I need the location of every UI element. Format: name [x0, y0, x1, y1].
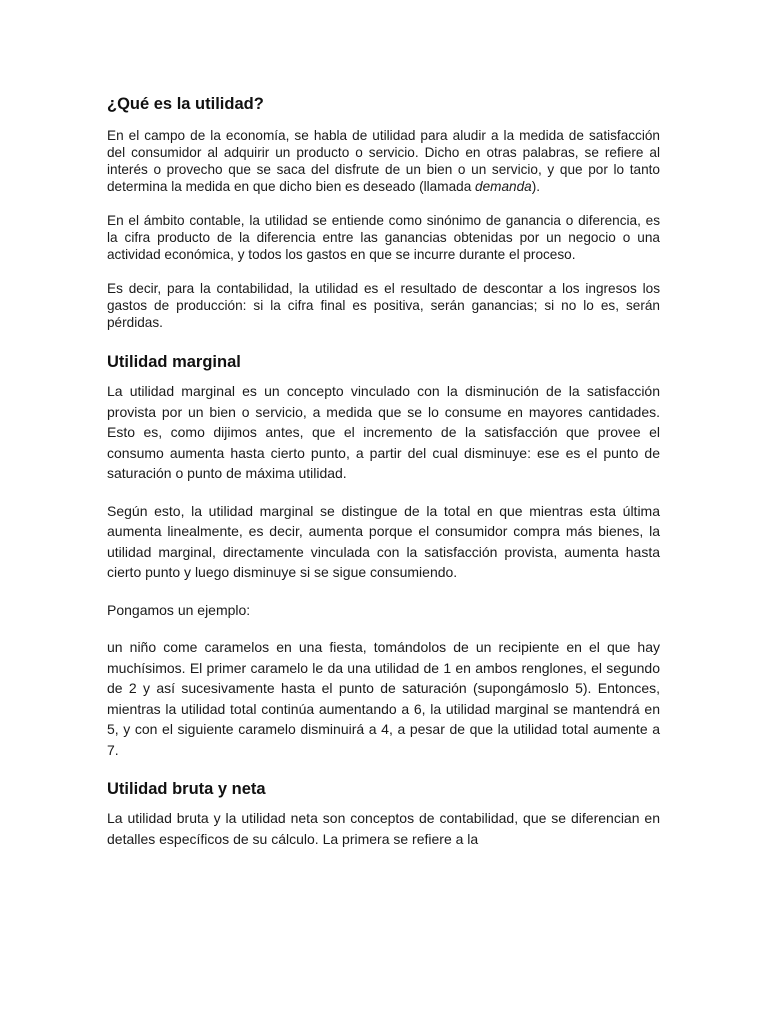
paragraph-utilidad-bruta-neta: La utilidad bruta y la utilidad neta son conceptos de contabilidad, que se diferencian en detalles específicos de su cálculo. La primera se refiere a la — [107, 810, 660, 847]
heading-utilidad-bruta-y-neta: Utilidad bruta y neta — [107, 780, 266, 798]
section-utilidad-bruta-neta — [107, 778, 660, 849]
paragraph-definicion-text: En el campo de la economía, se habla de utilidad para aludir a la medida de satisfacción del consumidor al adquirir un producto o servicio. Dicho en otras palabras, se refiere al interés o provecho que se saca del disfrute de un bien o un servicio, y que por lo tanto determina la medida en que dicho bien es deseado (llamada — [107, 128, 660, 194]
paragraph-utilidad-marginal-concepto: La utilidad marginal es un concepto vinculado con la disminución de la satisfacción provista por un bien o servicio, a medida que se lo consume en mayores cantidades. Esto es, como dijimos antes, que el incremento de la satisfacción que provee el consumo aumenta hasta cierto punto, a partir del cual disminuye: ese es el punto de saturación o punto de máxima utilidad. — [107, 383, 660, 481]
paragraph-pongamos-ejemplo: Pongamos un ejemplo: — [107, 601, 251, 618]
heading-utilidad-marginal: Utilidad marginal — [107, 353, 241, 371]
paragraph-es-decir: Es decir, para la contabilidad, la utilidad es el resultado de descontar a los ingresos los gastos de producción: si la cifra final es positiva, serán ganancias; si no lo es, serán pérdidas. — [107, 281, 660, 330]
section-utilidad-marginal — [107, 351, 660, 760]
document-page — [107, 88, 660, 849]
term-demanda: demanda — [475, 179, 532, 194]
heading-que-es-la-utilidad: ¿Qué es la utilidad? — [107, 95, 264, 113]
paragraph-definicion-end: ). — [531, 179, 541, 194]
paragraph-definicion — [107, 127, 660, 195]
paragraph-segun-esto: Según esto, la utilidad marginal se distingue de la total en que mientras esta última aumenta linealmente, es decir, aumenta porque el consumidor compra más bienes, la utilidad marginal, directamente vinculada con la satisfacción provista, aumenta hasta cierto punto y luego disminuye si se sigue consumiendo. — [107, 502, 660, 580]
section-que-es-utilidad — [107, 93, 660, 331]
paragraph-ejemplo-caramelos: un niño come caramelos en una fiesta, tomándolos de un recipiente en el que hay muchísimos. El primer caramelo le da una utilidad de 1 en ambos renglones, el segundo de 2 y así sucesivamente hasta el punto de saturación (supongámoslo 5). Entonces, mientras la utilidad total continúa aumentando a 6, la utilidad marginal se mantendrá en 5, y con el siguiente caramelo disminuirá a 4, a pesar de que la utilidad total aumente a 7. — [107, 639, 660, 758]
paragraph-ambito-contable: En el ámbito contable, la utilidad se entiende como sinónimo de ganancia o diferencia, es la cifra producto de la diferencia entre las ganancias obtenidas por un negocio o una actividad económica, y todos los gastos en que se incurre durante el proceso. — [107, 213, 660, 262]
